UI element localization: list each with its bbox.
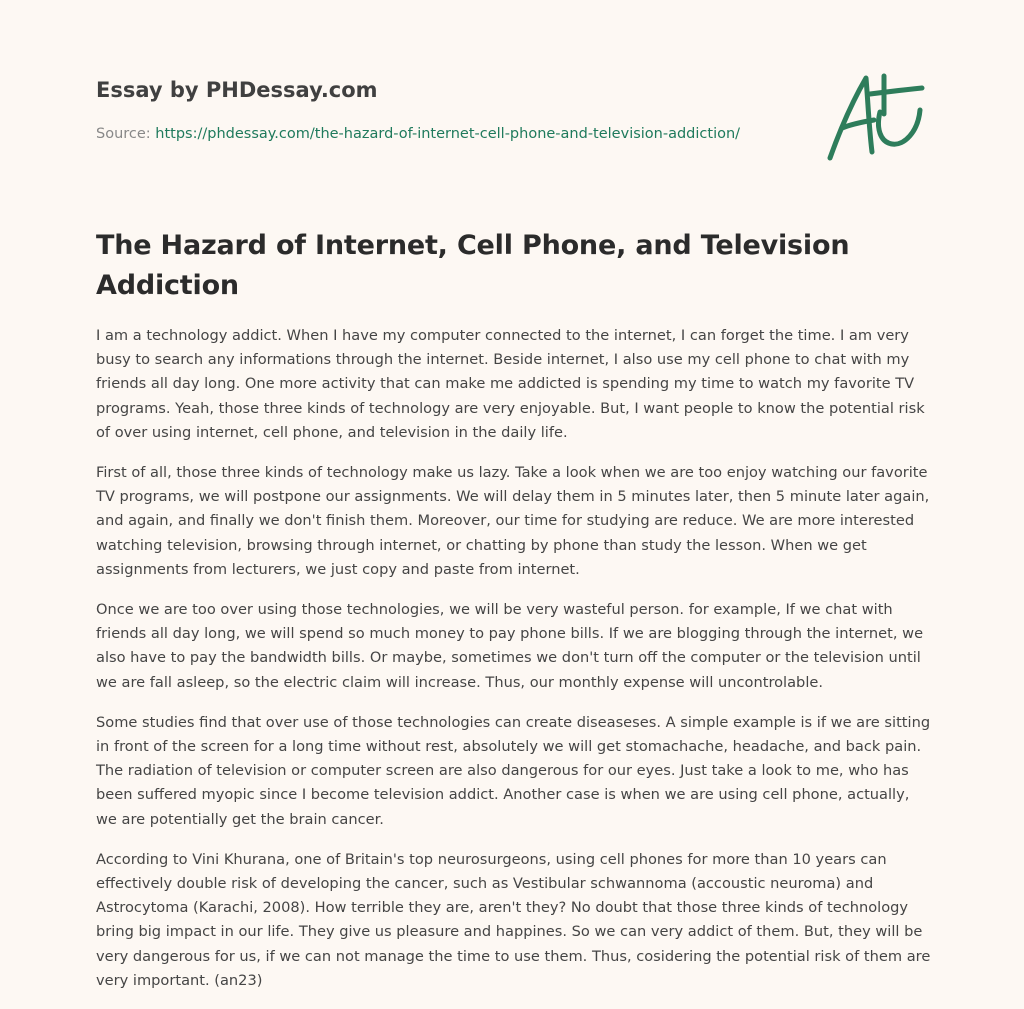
essay-paragraph: Once we are too over using those technologies, we will be very wasteful person. for example, If we chat with friends all day long, we will spend so much money to pay phone bills. If we are blogging through the internet, we also have to pay the bandwidth bills. Or maybe, sometimes we don't turn off the computer or the television until we are fall asleep, so the electric claim will increase. Thus, our monthly expense will uncontrolable. [96,601,924,691]
essay-title: The Hazard of Internet, Cell Phone, and Television Addiction [96,230,850,301]
essay-paragraph: I am a technology addict. When I have my computer connected to the internet, I can forget the time. I am very busy to search any informations through the internet. Beside internet, I also use my cell phone to chat with my friends all day long. One more activity that can make me addicted is spending my time to watch my favorite TV programs. Yeah, those three kinds of technology are very enjoyable. But, I want people to know the potential risk of over using internet, cell phone, and television in the daily life. [96,327,925,441]
source-link[interactable]: https://phdessay.com/the-hazard-of-internet-cell-phone-and-television-addiction/ [155,126,741,142]
source-label: Source: [96,126,156,142]
essay-header [96,76,796,144]
essay-paragraph: Some studies find that over use of those technologies can create diseaseses. A simple example is if we are sitting in front of the screen for a long time without rest, absolutely we will get stomachache, headache, and back pain. The radiation of television or computer screen are also dangerous for our eyes. Just take a look to me, who has been suffered myopic since I become television addict. Another case is when we are using cell phone, actually, we are potentially get the brain cancer. [96,713,931,828]
source-line [96,124,796,144]
site-title: Essay by PHDessay.com [96,78,378,102]
essay-body [96,324,932,1009]
essay-paragraph: According to Vini Khurana, one of Britain's top neurosurgeons, using cell phones for more than 10 years can effectively double risk of developing the cancer, such as Vestibular schwannoma (accoustic neuroma) and Astrocytoma (Karachi, 2008). How terrible they are, aren't they? No doubt that those three kinds of technology bring big impact in our life. They give us pleasure and happines. So we can very addict of them. But, they will be very dangerous for us, if we can not manage the time to use them. Thus, cosidering the potential risk of them are very important. (an23) [96,850,931,989]
a-plus-grade-icon [822,68,930,164]
essay-paragraph: First of all, those three kinds of technology make us lazy. Take a look when we are too enjoy watching our favorite TV programs, we will postpone our assignments. We will delay them in 5 minutes later, then 5 minute later again, and again, and finally we don't finish them. Moreover, our time for studying are reduce. We are more interested watching television, browsing through internet, or chatting by phone than study the lesson. When we get assignments from lecturers, we just copy and paste from internet. [96,464,930,578]
